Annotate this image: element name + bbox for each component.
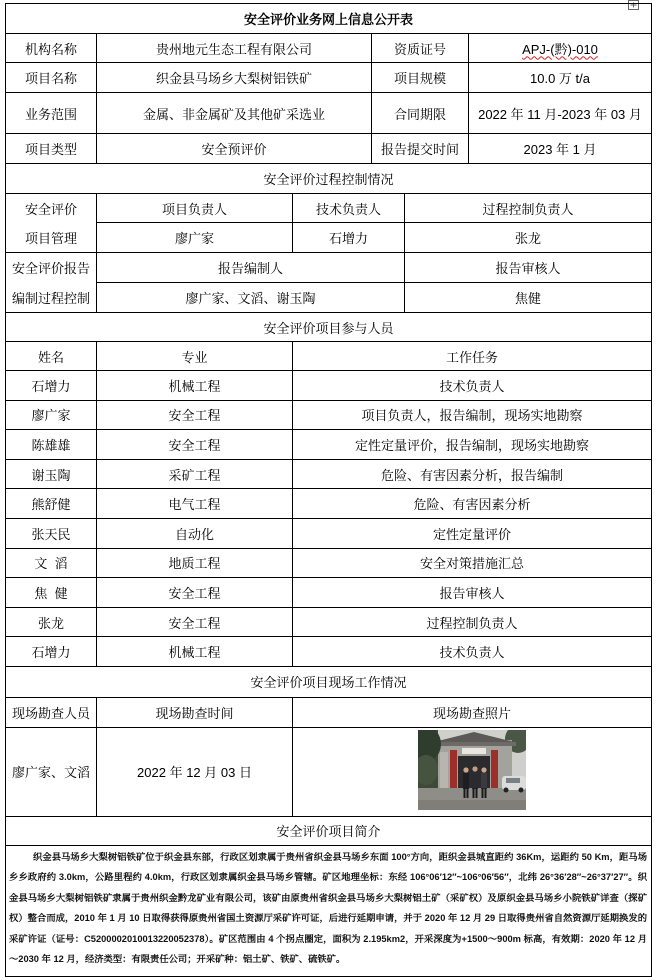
participant-major: 电气工程 xyxy=(97,489,293,519)
name-header: 姓名 xyxy=(6,342,97,371)
participant-major: 安全工程 xyxy=(97,578,293,608)
survey-photo-cell xyxy=(293,728,652,817)
process-report-block xyxy=(6,253,652,313)
type-row xyxy=(6,134,652,164)
participant-name: 张天民 xyxy=(6,519,97,549)
fieldwork-header-row xyxy=(6,698,652,728)
report-label xyxy=(6,253,97,313)
tech-lead-value: 石增力 xyxy=(293,223,405,253)
info-disclosure-table xyxy=(5,3,652,977)
scale-value: 10.0 万 t/a xyxy=(469,63,652,93)
project-label: 项目名称 xyxy=(6,63,97,93)
participant-name: 廖广家 xyxy=(6,401,97,431)
participant-major: 安全工程 xyxy=(97,608,293,638)
survey-time-header: 现场勘查时间 xyxy=(97,698,293,728)
participants-section-title: 安全评价项目参与人员 xyxy=(6,313,652,342)
report-reviewer-header: 报告审核人 xyxy=(405,253,652,283)
org-label: 机构名称 xyxy=(6,34,97,63)
process-section-title: 安全评价过程控制情况 xyxy=(6,164,652,194)
table-row xyxy=(6,371,652,401)
participant-name: 石增力 xyxy=(6,637,97,667)
participant-task: 报告审核人 xyxy=(293,578,652,608)
org-value: 贵州地元生态工程有限公司 xyxy=(97,34,372,63)
scale-label: 项目规模 xyxy=(372,63,469,93)
participant-task: 定性定量评价 xyxy=(293,519,652,549)
participant-task: 危险、有害因素分析，报告编制 xyxy=(293,460,652,490)
participant-task: 过程控制负责人 xyxy=(293,608,652,638)
participant-major: 自动化 xyxy=(97,519,293,549)
process-lead-value: 张龙 xyxy=(405,223,652,253)
scope-row xyxy=(6,93,652,134)
participant-name: 熊舒健 xyxy=(6,489,97,519)
survey-photo-header: 现场勘查照片 xyxy=(293,698,652,728)
participant-name: 焦 健 xyxy=(6,578,97,608)
cert-label: 资质证号 xyxy=(372,34,469,63)
report-label-line-2: 编制过程控制 xyxy=(11,290,90,306)
survey-date: 2022 年 12 月 03 日 xyxy=(97,728,293,817)
org-row xyxy=(6,34,652,63)
report-reviewer-value: 焦健 xyxy=(405,283,652,313)
participant-name: 张龙 xyxy=(6,608,97,638)
tech-lead-header: 技术负责人 xyxy=(293,194,405,223)
project-value: 织金县马场乡大梨树铝铁矿 xyxy=(97,63,372,93)
type-label: 项目类型 xyxy=(6,134,97,164)
table-row xyxy=(6,430,652,460)
participant-name: 谢玉陶 xyxy=(6,460,97,490)
participant-task: 危险、有害因素分析 xyxy=(293,489,652,519)
mgmt-label-line-2: 项目管理 xyxy=(24,231,77,246)
table-row xyxy=(6,549,652,579)
participants-header-row xyxy=(6,342,652,371)
project-row xyxy=(6,63,652,93)
participant-major: 机械工程 xyxy=(97,637,293,667)
summary-section-title: 安全评价项目简介 xyxy=(6,817,652,846)
cert-cell xyxy=(469,34,652,63)
participant-task: 技术负责人 xyxy=(293,637,652,667)
contract-value: 2022 年 11 月-2023 年 03 月 xyxy=(469,93,652,134)
summary-row xyxy=(6,846,652,977)
process-section-row xyxy=(6,164,652,194)
table-row xyxy=(6,519,652,549)
task-header: 工作任务 xyxy=(293,342,652,371)
participant-name: 陈雄雄 xyxy=(6,430,97,460)
submit-label: 报告提交时间 xyxy=(372,134,469,164)
participant-task: 安全对策措施汇总 xyxy=(293,549,652,579)
participant-major: 地质工程 xyxy=(97,549,293,579)
table-row xyxy=(6,578,652,608)
survey-people-header: 现场勘查人员 xyxy=(6,698,97,728)
fieldwork-row xyxy=(6,728,652,817)
report-author-header: 报告编制人 xyxy=(97,253,405,283)
project-lead-header: 项目负责人 xyxy=(97,194,293,223)
cert-value: APJ-(黔)-010 xyxy=(522,41,598,57)
mgmt-label-line-1: 安全评价 xyxy=(24,202,77,217)
process-lead-header: 过程控制负责人 xyxy=(405,194,652,223)
submit-value: 2023 年 1 月 xyxy=(469,134,652,164)
participant-name: 石增力 xyxy=(6,371,97,401)
site-survey-photo xyxy=(418,730,526,810)
title-row xyxy=(6,4,652,34)
participants-section-row xyxy=(6,313,652,342)
table-row xyxy=(6,401,652,431)
project-lead-value: 廖广家 xyxy=(97,223,293,253)
participant-task: 项目负责人，报告编制，现场实地勘察 xyxy=(293,401,652,431)
scope-value: 金属、非金属矿及其他矿采选业 xyxy=(97,93,372,134)
participant-major: 机械工程 xyxy=(97,371,293,401)
report-label-line-1: 安全评价报告 xyxy=(11,261,90,277)
table-row xyxy=(6,608,652,638)
survey-people: 廖广家、文滔 xyxy=(6,728,97,817)
mgmt-label xyxy=(6,194,97,253)
participant-major: 安全工程 xyxy=(97,401,293,431)
report-author-value: 廖广家、文滔、谢玉陶 xyxy=(97,283,405,313)
participant-major: 采矿工程 xyxy=(97,460,293,490)
table-row xyxy=(6,637,652,667)
participant-task: 定性定量评价，报告编制，现场实地勘察 xyxy=(293,430,652,460)
major-header: 专业 xyxy=(97,342,293,371)
process-mgmt-block xyxy=(6,194,652,253)
fieldwork-section-row xyxy=(6,667,652,698)
table-row xyxy=(6,460,652,490)
contract-label: 合同期限 xyxy=(372,93,469,134)
participant-major: 安全工程 xyxy=(97,430,293,460)
participant-task: 技术负责人 xyxy=(293,371,652,401)
scope-label: 业务范围 xyxy=(6,93,97,134)
summary-section-row xyxy=(6,817,652,846)
project-summary-text: 织金县马场乡大梨树铝铁矿位于织金县东部，行政区划隶属于贵州省织金县马场乡东面 100°方向，距织金县城直距约 36Km，运距约 50 Km，距马场乡乡政府约 3.0km，公路里程约 4.0km，行政区划隶属织金县马场乡管辖。矿区地理坐标：东经 106°06′12″~106°06′56″，北纬 26°36′28″~26°37′27″。织金县马场乡大梨树铝铁矿隶属于贵州织金黔龙矿业有限公司，该矿由原贵州省织金县马场乡大梨树铝土矿（采矿权）及原织金县马场乡小院铁矿详查（探矿权）整合而成，2010 年 1 月 10 日取得获得原贵州省国土资源厅采矿许可证，后进行延期申请，并于 2020 年 12 月 29 日取得贵州省自然资源厅延期换发的采矿许证（证号：C5200002010013220052378）。矿区范围由 4 个拐点圈定，面积为 2.195km2，开采深度为+1500～900m 标高，有效期：2020 年 12 月～2030 年 12 月，经济类型：有限责任公司；开采矿种：铝土矿、铁矿、硫铁矿。 xyxy=(6,846,652,977)
fieldwork-section-title: 安全评价项目现场工作情况 xyxy=(6,667,652,698)
document-title: 安全评价业务网上信息公开表 xyxy=(6,4,652,34)
table-row xyxy=(6,489,652,519)
type-value: 安全预评价 xyxy=(97,134,372,164)
participant-name: 文 滔 xyxy=(6,549,97,579)
